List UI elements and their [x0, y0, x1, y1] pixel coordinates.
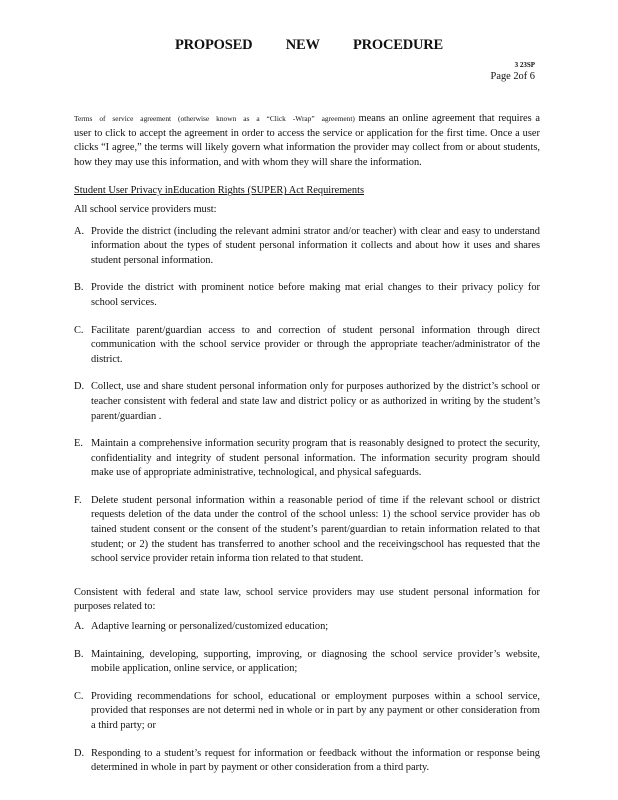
list-item [74, 747, 540, 776]
item-letter: D. [74, 747, 85, 759]
item-letter: D. [74, 381, 85, 393]
item-letter: F. [74, 494, 82, 506]
item-text: Providing recommendations for school, educational or employment purposes within a school service, provided that responses are not determi ned in whole or in part by any payment or other consideration from a third party; or [91, 690, 540, 731]
item-text: Responding to a student’s request for information or feedback without the information or response being determined in whole in part by payment or other consideration from a third party. [91, 747, 540, 774]
item-letter: A. [74, 621, 85, 633]
tos-paragraph [74, 112, 540, 170]
list-item [74, 690, 540, 734]
list-item [74, 620, 540, 635]
document-body [74, 112, 540, 776]
list-item [74, 648, 540, 677]
provider-requirements-list [74, 225, 540, 567]
procedure-code: 3 23SP [514, 61, 535, 69]
list-item [74, 225, 540, 269]
page-number: Page 2of 6 [490, 71, 535, 82]
list-item [74, 281, 540, 310]
item-letter: C. [74, 324, 84, 336]
permitted-uses-intro: Consistent with federal and state law, school service providers may use student personal information for purposes related to: [74, 586, 540, 613]
super-act-heading: Student User Privacy inEducation Rights (SUPER) Act Requirements [74, 185, 365, 197]
item-text: Delete student personal information within a reasonable period of time if the relevant school or district requests deletion of the data under the control of the school unless: 1) the school service provider has ob tained student consent or the consent of the student’s parent/guardian to retain information related to that student; or 2) the student has transferred to another school and the receivingschool has requested that the school service provider retain informa tion related to that student. [91, 494, 540, 565]
permitted-uses-list [74, 620, 540, 776]
item-letter: E. [74, 438, 83, 450]
item-text: Maintaining, developing, supporting, improving, or diagnosing the school service provider’s website, mobile application, online service, or application; [91, 648, 540, 675]
tos-definition: means an online agreement that requires a user to click to accept the agreement in order to access the service or application for the first time. Once a user clicks “I agree,” the terms will likely govern what information the provider may collect from or about students, how they may use this information, and with whom they will share the information. [74, 113, 540, 168]
item-text: Provide the district with prominent notice before making mat erial changes to their privacy policy for school services. [91, 282, 540, 308]
item-text: Adaptive learning or personalized/customized education; [91, 621, 329, 633]
tos-lead: Terms of service agreement (otherwise known as a “Click -Wrap” agreement) [74, 114, 355, 123]
list-item [74, 437, 540, 481]
item-text: Facilitate parent/guardian access to and correction of student personal information through direct communication with the school service provider or through the appropriate teacher/administrator of the district. [91, 324, 540, 365]
item-text: Collect, use and share student personal information only for purposes authorized by the district’s school or teacher consistent with federal and state law and district policy or as authorized in writing by the student’s parent/guardian . [91, 381, 540, 422]
item-letter: B. [74, 648, 84, 660]
item-letter: B. [74, 282, 84, 294]
list-item [74, 324, 540, 368]
super-intro: All school service providers must: [74, 203, 217, 215]
item-letter: C. [74, 690, 84, 702]
page-title: PROPOSED NEW PROCEDURE [174, 37, 444, 53]
item-letter: A. [74, 225, 85, 237]
list-item [74, 380, 540, 424]
item-text: Maintain a comprehensive information security program that is reasonably designed to protect the security, confidentiality and integrity of student personal information. The information security program should make use of appropriate administrative, technological, and physical safeguards. [91, 438, 540, 479]
item-text: Provide the district (including the relevant admini strator and/or teacher) with clear and easy to understand information about the types of student personal information it collects and about how it uses and shares student personal information. [91, 225, 540, 266]
list-item [74, 494, 540, 567]
